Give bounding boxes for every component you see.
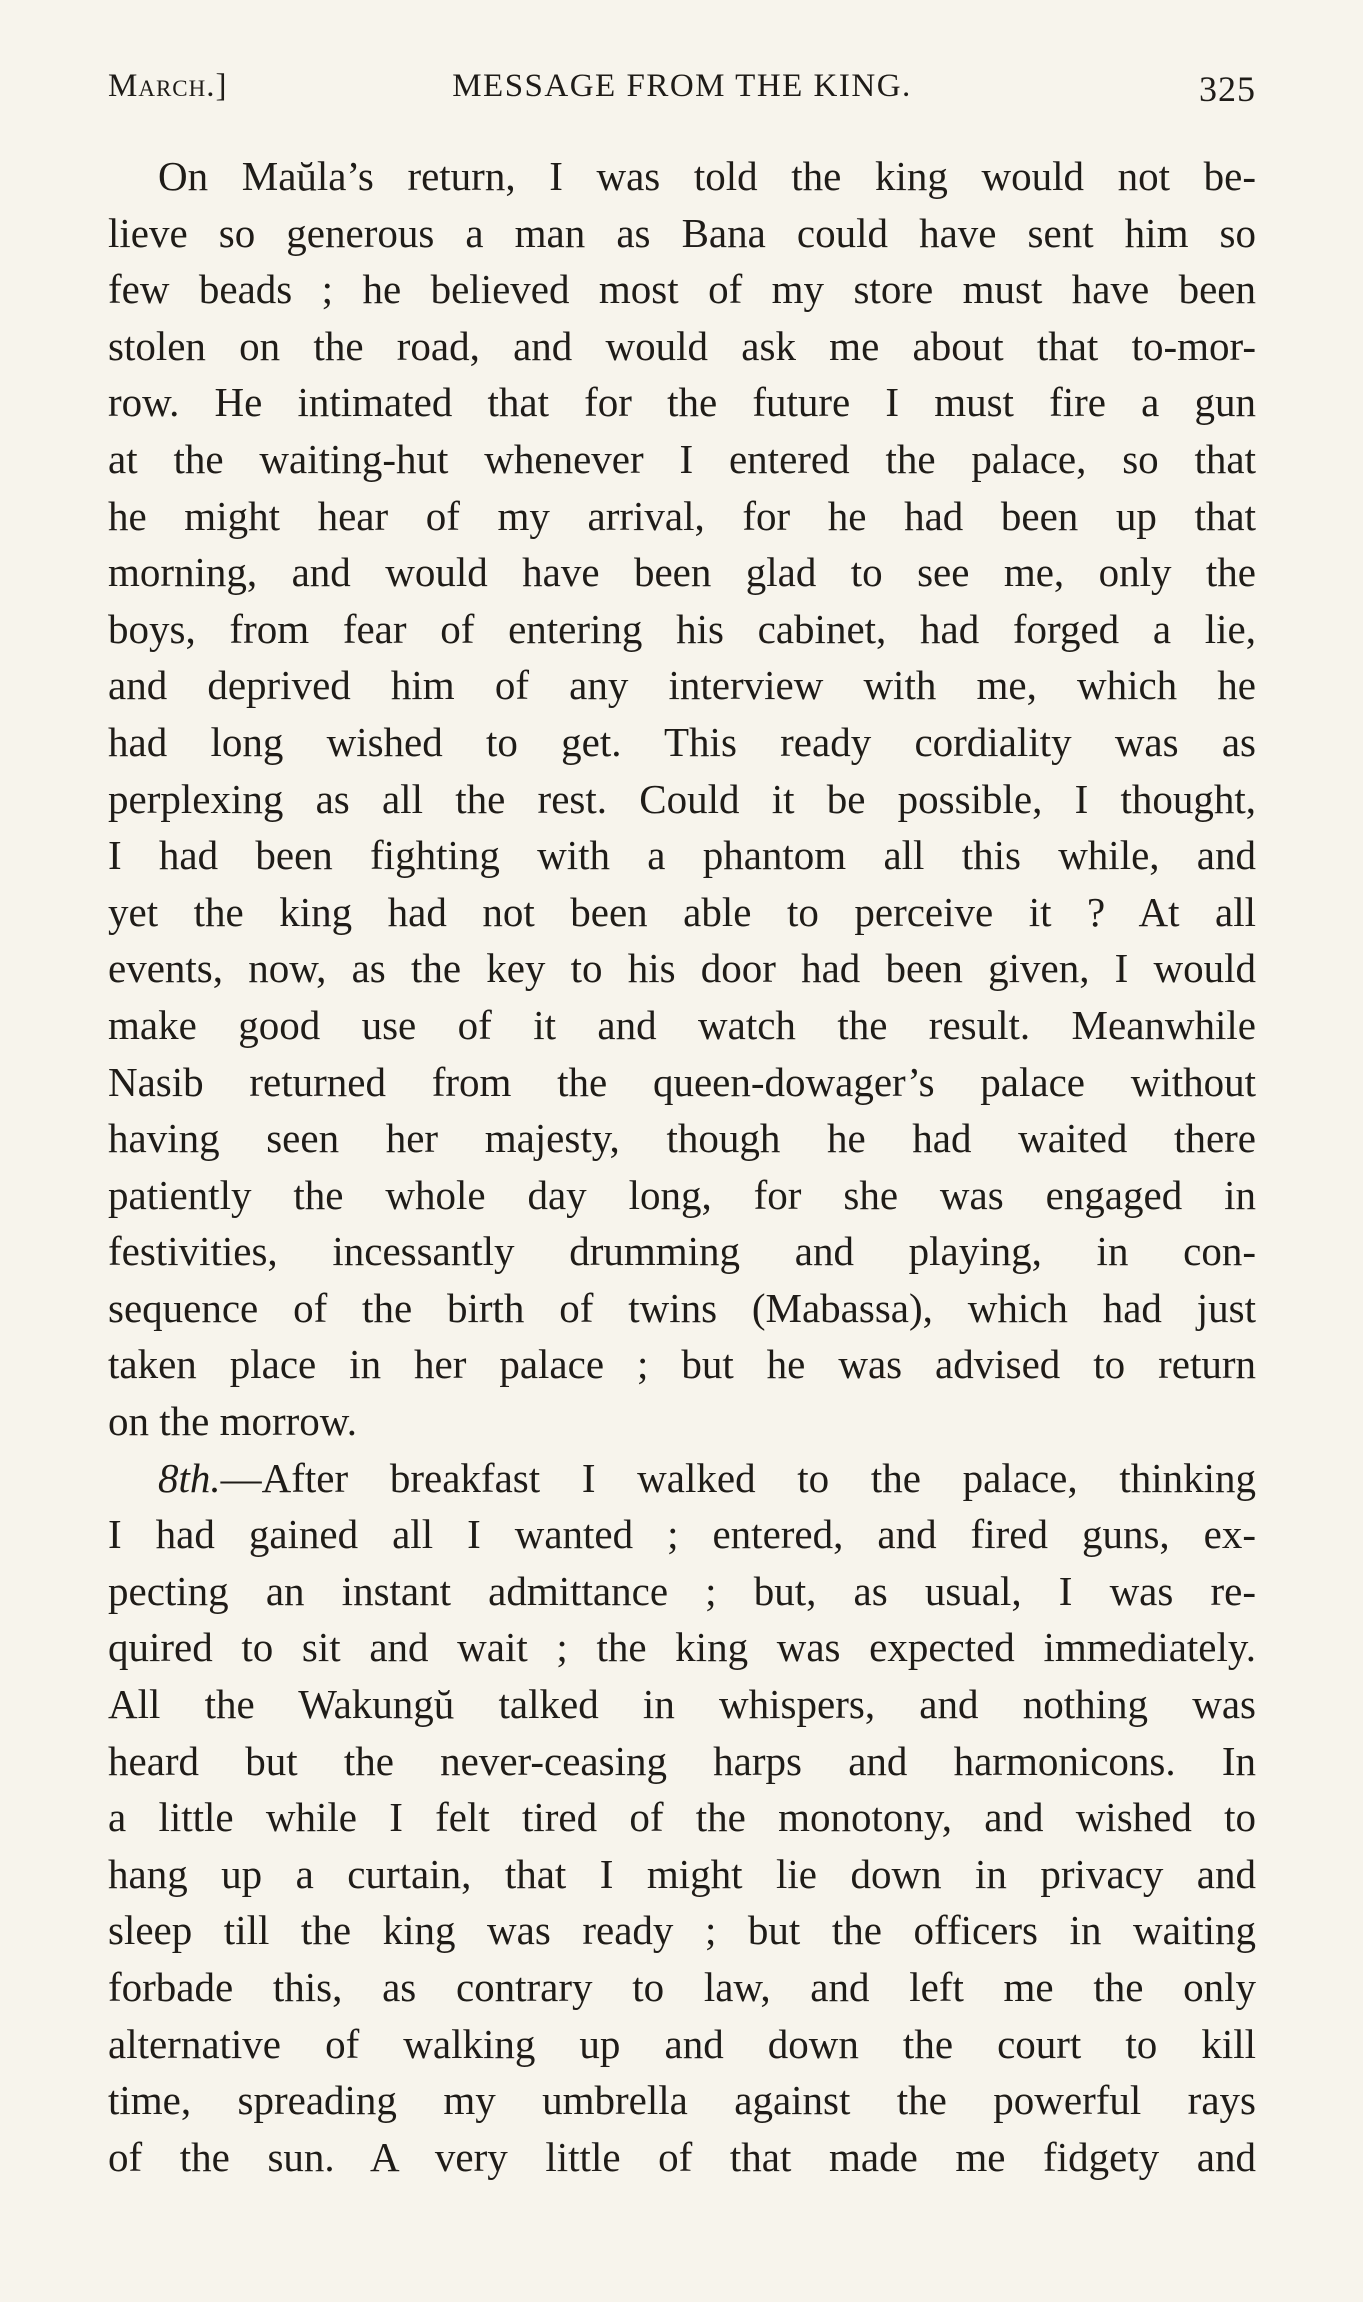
body-text bbox=[108, 148, 1256, 2185]
text-line: perplexing as all the rest. Could it be possible, I thought, bbox=[108, 775, 1256, 822]
page-number: 325 bbox=[1199, 69, 1256, 109]
text-line: pecting an instant admittance ; but, as usual, I was re- bbox=[108, 1567, 1256, 1614]
text-line: hang up a curtain, that I might lie down in privacy and bbox=[108, 1850, 1256, 1897]
text-line: On Maŭla’s return, I was told the king would not be- bbox=[158, 153, 1256, 199]
text-line: stolen on the road, and would ask me about that to-mor- bbox=[108, 322, 1256, 369]
running-head-chapter: March.] bbox=[108, 68, 228, 104]
text-line: morning, and would have been glad to see me, only the bbox=[108, 549, 1256, 596]
text-line: sleep till the king was ready ; but the officers in waiting bbox=[108, 1907, 1256, 1954]
text-line: I had been fighting with a phantom all this while, and bbox=[108, 832, 1256, 879]
text-line: lieve so generous a man as Bana could have sent him so bbox=[108, 209, 1256, 256]
text-line: I had gained all I wanted ; entered, and fired guns, ex- bbox=[108, 1511, 1256, 1558]
text-line: having seen her majesty, though he had waited there bbox=[108, 1115, 1256, 1162]
text-line: taken place in her palace ; but he was advised to return bbox=[108, 1341, 1256, 1388]
text-line: on the morrow. bbox=[108, 1398, 357, 1445]
text-line: festivities, incessantly drumming and playing, in con- bbox=[108, 1228, 1256, 1275]
text-line-rest: —After breakfast I walked to the palace, thinking bbox=[220, 1454, 1256, 1501]
text-line: forbade this, as contrary to law, and left me the only bbox=[108, 1964, 1256, 2010]
text-line: row. He intimated that for the future I must fire a gun bbox=[108, 379, 1256, 426]
text-line: time, spreading my umbrella against the powerful rays bbox=[108, 2077, 1256, 2124]
text-line: had long wished to get. This ready cordiality was as bbox=[108, 718, 1256, 765]
text-line: a little while I felt tired of the monotony, and wished to bbox=[108, 1794, 1256, 1841]
text-line: quired to sit and wait ; the king was expected immediately. bbox=[108, 1624, 1256, 1671]
text-line: at the waiting-hut whenever I entered the palace, so that bbox=[108, 435, 1256, 482]
text-line: All the Wakungŭ talked in whispers, and nothing was bbox=[108, 1681, 1256, 1728]
text-line: events, now, as the key to his door had been given, I would bbox=[108, 945, 1256, 992]
text-line: heard but the never-ceasing harps and harmonicons. In bbox=[108, 1737, 1256, 1784]
text-line-dated bbox=[108, 1450, 1256, 1507]
text-line: yet the king had not been able to perceive it ? At all bbox=[108, 888, 1256, 935]
text-line: make good use of it and watch the result. Meanwhile bbox=[108, 1001, 1256, 1048]
text-line: boys, from fear of entering his cabinet, had forged a lie, bbox=[108, 605, 1256, 652]
text-line: he might hear of my arrival, for he had been up that bbox=[108, 492, 1256, 539]
diary-date: 8th. bbox=[158, 1454, 221, 1501]
text-line: alternative of walking up and down the court to kill bbox=[108, 2020, 1256, 2067]
text-line: sequence of the birth of twins (Mabassa), which had just bbox=[108, 1284, 1256, 1331]
text-line: and deprived him of any interview with me, which he bbox=[108, 662, 1256, 709]
text-line: few beads ; he believed most of my store must have been bbox=[108, 266, 1256, 313]
text-line: of the sun. A very little of that made me fidgety and bbox=[108, 2133, 1256, 2180]
text-line: patiently the whole day long, for she was engaged in bbox=[108, 1171, 1256, 1218]
text-line: Nasib returned from the queen-dowager’s palace without bbox=[108, 1058, 1256, 1105]
running-head-title: MESSAGE FROM THE KING. bbox=[452, 68, 912, 104]
running-head bbox=[108, 68, 1256, 118]
